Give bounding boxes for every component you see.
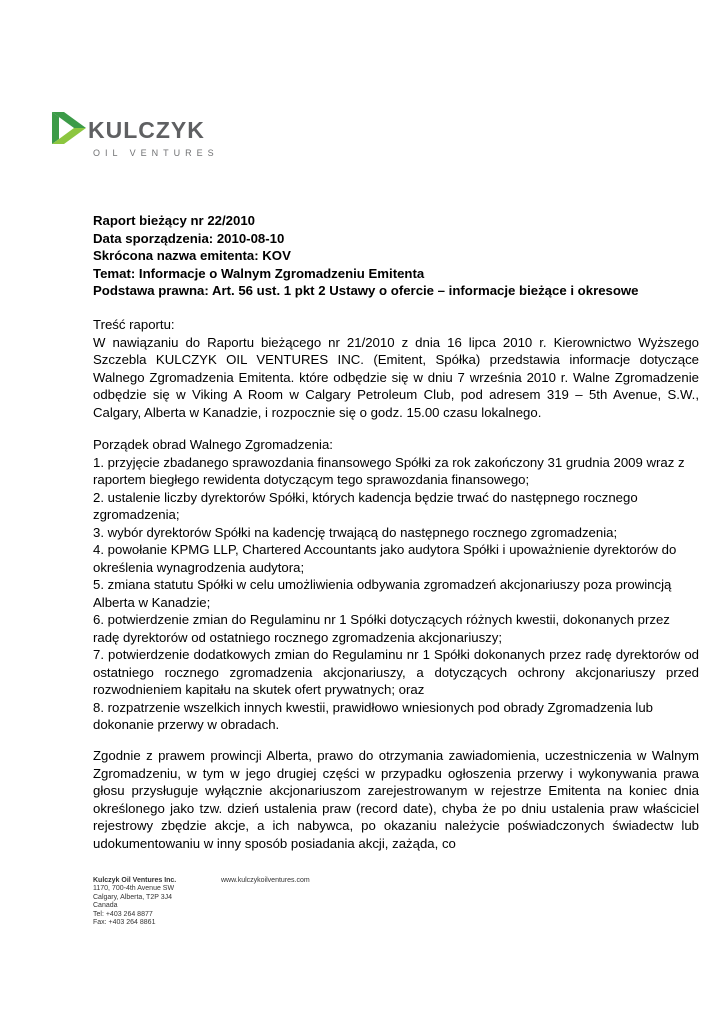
agenda-section <box>93 436 699 734</box>
footer-address-line: Calgary, Alberta, T2P 3J4 <box>93 893 172 901</box>
footer-address-line: 1170, 700-4th Avenue SW <box>93 885 175 893</box>
agenda-item: 8. rozpatrzenie wszelkich innych kwestii, prawidłowo wniesionych pod obrady Zgromadzenia lub dokonanie przerwy w obradach. <box>93 699 654 732</box>
issuer-short-name: Skrócona nazwa emitenta: KOV <box>93 248 291 263</box>
company-logo <box>52 112 219 162</box>
content-label: Treść raportu: <box>93 317 175 332</box>
report-number: Raport bieżący nr 22/2010 <box>93 213 255 228</box>
footer-website[interactable]: www.kulczykoilventures.com <box>221 877 310 884</box>
footer-country: Canada <box>93 902 118 910</box>
agenda-item: 1. przyjęcie zbadanego sprawozdania finansowego Spółki za rok zakończony 31 grudnia 2009 wraz z raportem biegłego rewidenta dotyczącym tego sprawozdania finansowego; <box>93 454 685 487</box>
agenda-title: Porządek obrad Walnego Zgromadzenia: <box>93 437 333 452</box>
agenda-item: 7. potwierdzenie dodatkowych zmian do Regulaminu nr 1 Spółki dokonanych przez radę dyrektorów od ostatniego rocznego zgromadzenia akcjonariuszy, a dotyczących ochrony akcjonariuszy przed rozwodnieniem kapitału na skutek ofert prywatnych; oraz <box>93 647 699 697</box>
logo-name: KULCZYK <box>88 117 205 143</box>
agenda-item: 2. ustalenie liczby dyrektorów Spółki, których kadencja będzie trwać do następnego rocznego zgromadzenia; <box>93 489 638 522</box>
agenda-item: 3. wybór dyrektorów Spółki na kadencję trwającą do następnego rocznego zgromadzenia; <box>93 524 618 540</box>
logo-subtitle: OIL VENTURES <box>93 148 219 158</box>
footer-tel: Tel: +403 264 8877 <box>93 910 153 918</box>
report-subject: Temat: Informacje o Walnym Zgromadzeniu Emitenta <box>93 265 425 281</box>
report-content <box>93 316 699 421</box>
report-header <box>93 212 699 300</box>
report-date: Data sporządzenia: 2010-08-10 <box>93 230 285 246</box>
agenda-item: 6. potwierdzenie zmian do Regulaminu nr 1 Spółki dotyczących różnych kwestii, dokonanych przez radę dyrektorów od ostatniego rocznego zgromadzenia akcjonariuszy; <box>93 612 670 645</box>
logo-k-mark-icon <box>52 112 86 144</box>
closing-paragraph: Zgodnie z prawem prowincji Alberta, prawo do otrzymania zawiadomienia, uczestniczenia w Walnym Zgromadzeniu, w tym w jego drugiej części w przypadku ogłoszenia przerwy i wykonywania prawa głosu przysługuje wyłącznie akcjonariuszom zarejestrowanym w rejestrze Emitenta na koniec dnia określonego jako tzw. dzień ustalenia praw (record date), chyba że po dniu ustalenia praw właściciel rejestrowy zbędzie akcje, a ich nabywca, po okazaniu należycie poświadczonych świadectw lub udokumentowaniu w inny sposób posiadania akcji, zażąda, co <box>93 748 699 851</box>
intro-paragraph: W nawiązaniu do Raportu bieżącego nr 21/2010 z dnia 16 lipca 2010 r. Kierownictwo Wyższego Szczebla KULCZYK OIL VENTURES INC. (Emitent, Spółka) przedstawia informacje dotyczące Walnego Zgromadzenia Emitenta. które odbędzie się w dniu 7 września 2010 r. Walne Zgromadzenie odbędzie się w Viking A Room w Calgary Petroleum Club, pod adresem 319 – 5th Avenue, S.W., Calgary, Alberta w Kanadzie, i rozpocznie się o godz. 15.00 czasu lokalnego. <box>93 334 699 420</box>
footer-address <box>93 877 176 927</box>
agenda-item: 4. powołanie KPMG LLP, Chartered Accountants jako audytora Spółki i upoważnienie dyrektorów do określenia wynagrodzenia audytora; <box>93 542 677 575</box>
agenda-item: 5. zmiana statutu Spółki w celu umożliwienia odbywania zgromadzeń akcjonariuszy poza prowincją Alberta w Kanadzie; <box>93 577 672 610</box>
footer-fax: Fax: +403 264 8861 <box>93 919 156 927</box>
legal-basis: Podstawa prawna: Art. 56 ust. 1 pkt 2 Ustawy o ofercie – informacje bieżące i okresowe <box>93 283 639 298</box>
footer-company: Kulczyk Oil Ventures Inc. <box>93 877 177 884</box>
